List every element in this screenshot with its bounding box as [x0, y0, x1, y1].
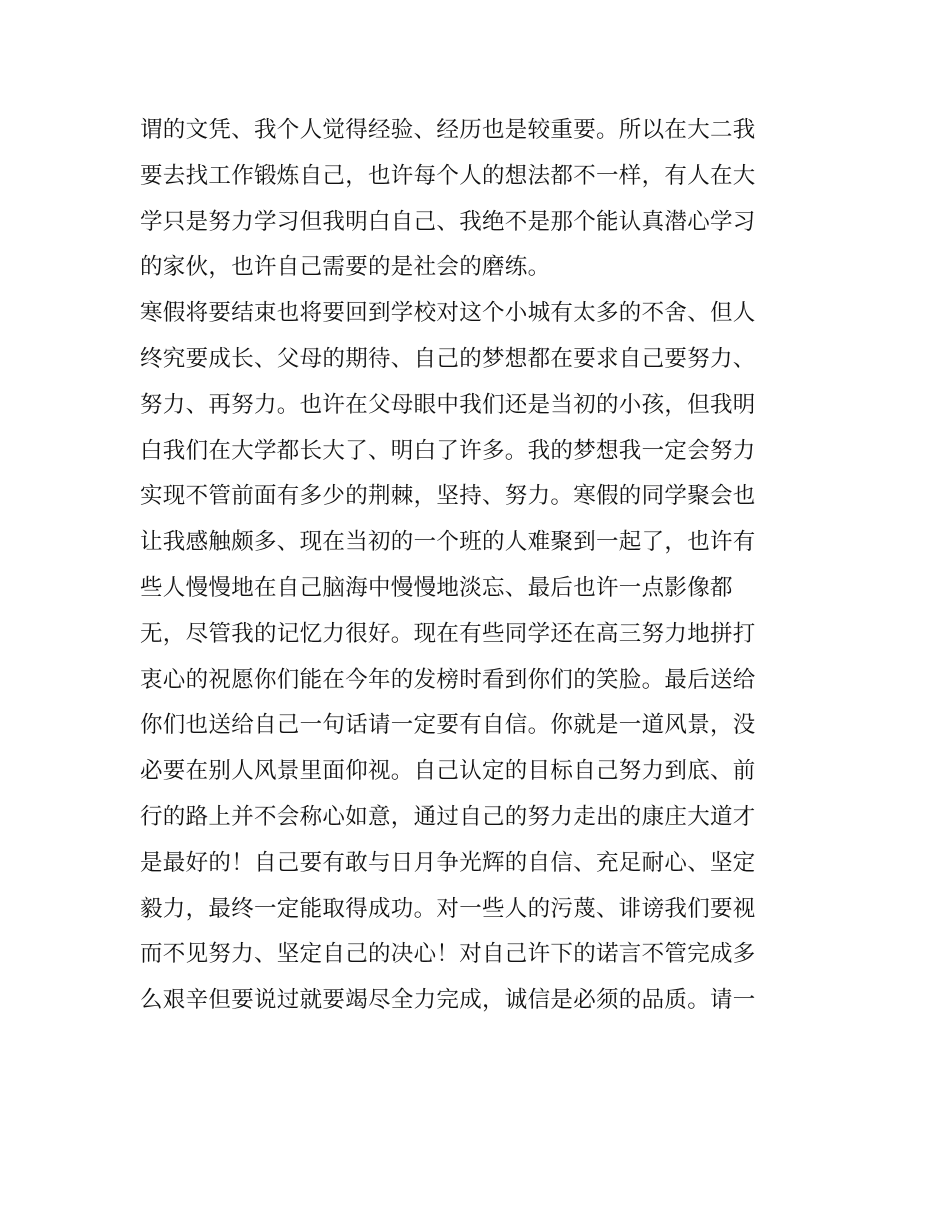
text-line: 你们也送给自己一句话请一定要有自信。你就是一道风景，没: [140, 712, 756, 739]
body-text: [140, 108, 820, 1024]
text-line: 而不见努力、坚定自己的决心！对自己许下的诺言不管完成多: [140, 941, 756, 968]
text-line: 努力、再努力。也许在父母眼中我们还是当初的小孩，但我明: [140, 391, 756, 418]
text-line: 寒假将要结束也将要回到学校对这个小城有太多的不舍、但人: [140, 300, 756, 327]
text-line: 是最好的！自己要有敢与日月争光辉的自信、充足耐心、坚定: [140, 849, 756, 876]
text-line: 些人慢慢地在自己脑海中慢慢地淡忘、最后也许一点影像都: [140, 574, 733, 601]
text-line: 让我感触颇多、现在当初的一个班的人难聚到一起了，也许有: [140, 529, 756, 556]
text-line: 终究要成长、父母的期待、自己的梦想都在要求自己要努力、: [140, 345, 756, 372]
text-line: 必要在别人风景里面仰视。自己认定的目标自己努力到底、前: [140, 758, 756, 785]
text-line: 么艰辛但要说过就要竭尽全力完成，诚信是必须的品质。请一: [140, 987, 756, 1014]
text-line: 无，尽管我的记忆力很好。现在有些同学还在高三努力地拼打: [140, 620, 756, 647]
text-line: 学只是努力学习但我明白自己、我绝不是那个能认真潜心学习: [140, 208, 756, 235]
text-line: 实现不管前面有多少的荆棘，坚持、努力。寒假的同学聚会也: [140, 483, 756, 510]
text-line: 谓的文凭、我个人觉得经验、经历也是较重要。所以在大二我: [140, 117, 756, 143]
text-line: 白我们在大学都长大了、明白了许多。我的梦想我一定会努力: [140, 437, 756, 464]
text-line: 的家伙，也许自己需要的是社会的磨练。: [140, 254, 551, 281]
text-line: 行的路上并不会称心如意，通过自己的努力走出的康庄大道才: [140, 803, 756, 830]
text-line: 毅力，最终一定能取得成功。对一些人的污蔑、诽谤我们要视: [140, 895, 756, 922]
text-line: 要去找工作锻炼自己，也许每个人的想法都不一样，有人在大: [140, 162, 756, 189]
text-line: 衷心的祝愿你们能在今年的发榜时看到你们的笑脸。最后送给: [140, 666, 756, 693]
